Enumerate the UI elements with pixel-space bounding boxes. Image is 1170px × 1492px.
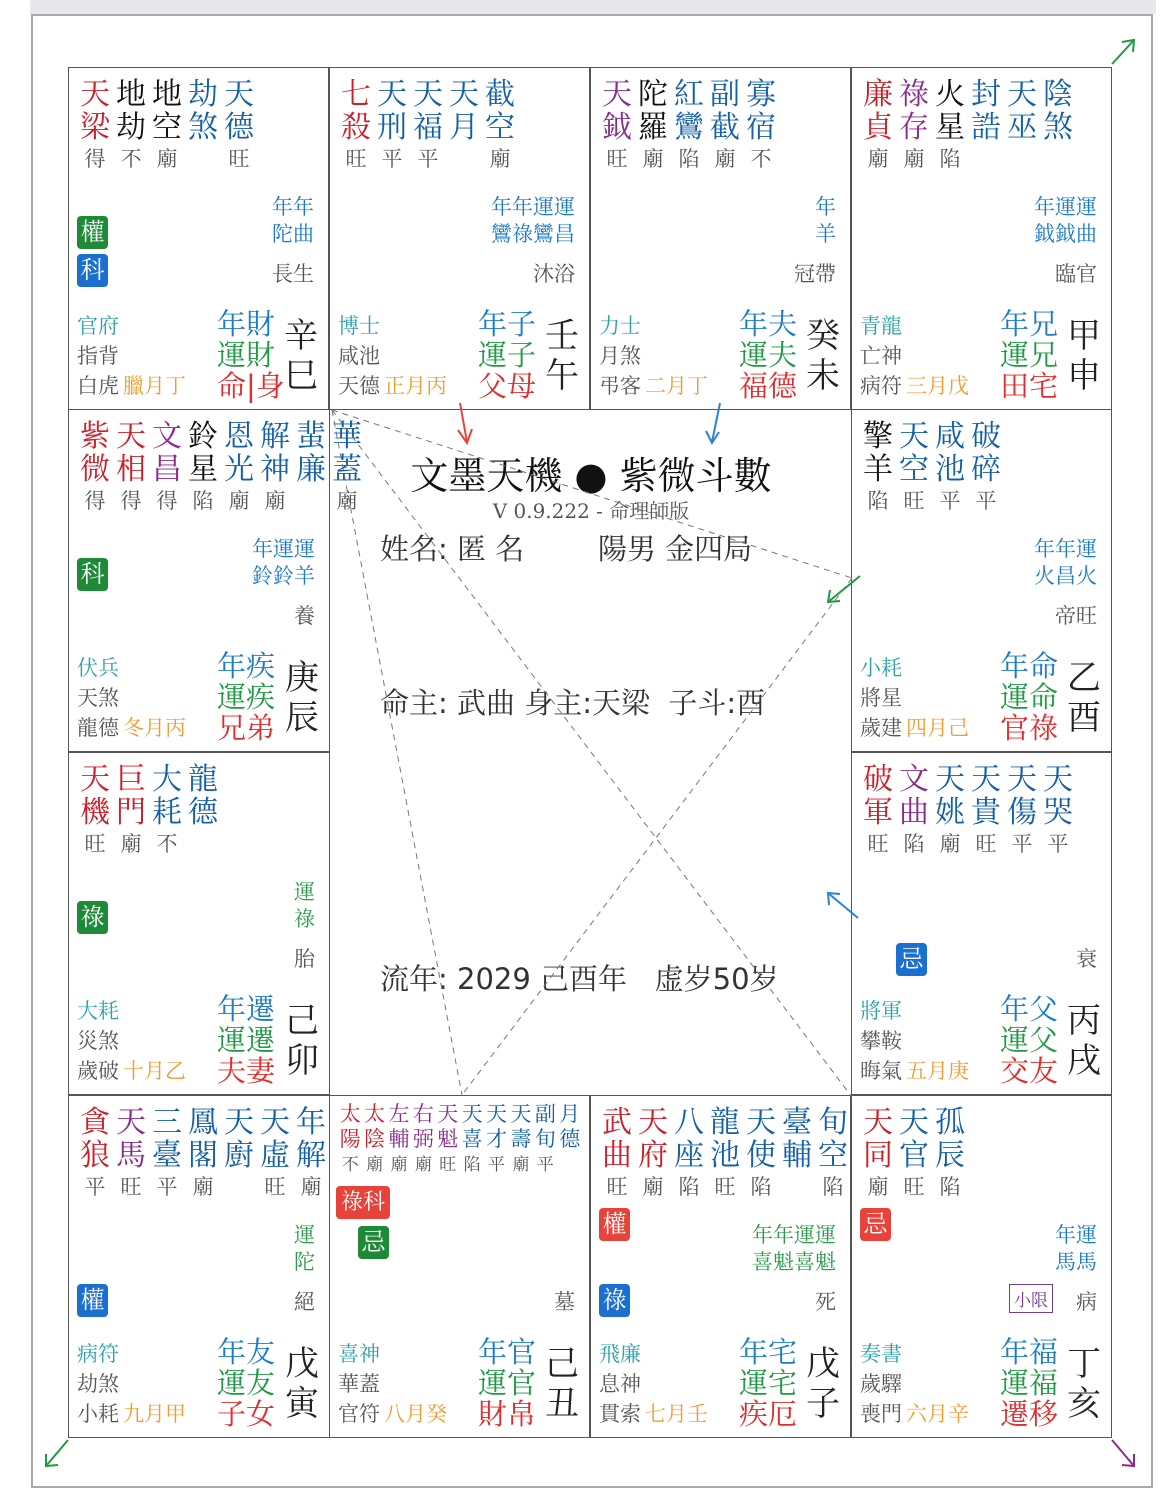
decade-palace: 運遷 bbox=[217, 1023, 276, 1057]
flow-month: 二月丁 bbox=[645, 374, 708, 398]
star-name: 龍 德 bbox=[188, 762, 218, 830]
sihua-badge: 忌 bbox=[860, 1208, 891, 1241]
star-name: 劫 煞 bbox=[188, 77, 218, 145]
star-brightness: 旺 bbox=[714, 1175, 736, 1199]
star-name: 武 曲 bbox=[602, 1105, 632, 1173]
life-stage: 衰 bbox=[1076, 947, 1097, 971]
boshi-god: 伏兵 bbox=[77, 656, 119, 680]
star-brightness: 廟 bbox=[120, 832, 142, 856]
star-name: 天 巫 bbox=[1007, 77, 1037, 145]
star-brightness: 平 bbox=[381, 147, 403, 171]
star-brightness: 旺 bbox=[439, 1155, 457, 1175]
life-stage: 沐浴 bbox=[533, 262, 575, 286]
star-brightness: 平 bbox=[1011, 832, 1033, 856]
jiangqian-god: 息神 bbox=[599, 1372, 641, 1396]
jiangqian-god: 指背 bbox=[77, 344, 119, 368]
star-brightness: 旺 bbox=[345, 147, 367, 171]
decade-palace: 運宅 bbox=[739, 1366, 798, 1400]
natal-palace: 子女 bbox=[217, 1397, 276, 1431]
star-name: 文 昌 bbox=[152, 419, 182, 487]
star-name: 副 旬 bbox=[534, 1102, 556, 1151]
star-name: 祿 存 bbox=[899, 77, 929, 145]
sihua-badge: 祿 bbox=[77, 901, 108, 934]
star-brightness: 旺 bbox=[606, 147, 628, 171]
star-name: 旬 空 bbox=[818, 1105, 848, 1173]
natal-palace: 交友 bbox=[1000, 1054, 1059, 1088]
corner-arrow-icon bbox=[46, 1440, 68, 1466]
star-brightness: 廟 bbox=[714, 147, 736, 171]
sanfang-line bbox=[332, 410, 852, 1097]
version-label: V 0.9.222 - 命理師版 bbox=[492, 499, 690, 523]
flow-month: 六月辛 bbox=[906, 1402, 969, 1426]
star-brightness: 廟 bbox=[264, 489, 286, 513]
yearly-palace: 年友 bbox=[217, 1335, 276, 1369]
star-brightness: 陷 bbox=[939, 1175, 961, 1199]
star-name: 月 德 bbox=[559, 1102, 581, 1151]
star-brightness: 廟 bbox=[512, 1155, 530, 1175]
suiqian-label: 歲破 bbox=[77, 1059, 119, 1083]
palace-ganzhi: 丁 亥 bbox=[1067, 1344, 1101, 1424]
life-stage: 帝旺 bbox=[1055, 604, 1097, 628]
star-name: 天 相 bbox=[116, 419, 146, 487]
flow-month: 四月己 bbox=[906, 716, 969, 740]
star-name: 天 福 bbox=[413, 77, 443, 145]
star-name: 天 虛 bbox=[260, 1105, 290, 1173]
star-brightness: 陷 bbox=[822, 1175, 844, 1199]
flow-month: 九月甲 bbox=[123, 1402, 186, 1426]
star-name: 天 哭 bbox=[1043, 762, 1073, 830]
star-name: 天 喜 bbox=[461, 1102, 483, 1151]
natal-palace: 疾厄 bbox=[739, 1397, 798, 1431]
star-brightness: 平 bbox=[488, 1155, 506, 1175]
suiqian-label: 病符 bbox=[860, 374, 902, 398]
life-stage: 胎 bbox=[294, 947, 315, 971]
star-name: 華 蓋 bbox=[332, 419, 362, 487]
yearly-stars: 年年運運 鸞祿鸞昌 bbox=[491, 195, 575, 246]
star-brightness: 旺 bbox=[264, 1175, 286, 1199]
star-brightness: 旺 bbox=[228, 147, 250, 171]
star-brightness: 平 bbox=[84, 1175, 106, 1199]
boshi-god: 病符 bbox=[77, 1342, 119, 1366]
boshi-god: 小耗 bbox=[860, 656, 902, 680]
star-name: 擎 羊 bbox=[863, 419, 893, 487]
red-arrow-icon bbox=[458, 403, 472, 443]
sihua-badge: 權 bbox=[77, 1284, 108, 1317]
natal-palace: 官祿 bbox=[1000, 711, 1059, 745]
star-brightness: 不 bbox=[156, 832, 178, 856]
star-brightness: 陷 bbox=[463, 1155, 481, 1175]
jiangqian-god: 劫煞 bbox=[77, 1372, 119, 1396]
life-stage: 死 bbox=[815, 1290, 836, 1314]
star-name: 八 座 bbox=[674, 1105, 704, 1173]
star-brightness: 平 bbox=[1047, 832, 1069, 856]
suiqian-label: 歲建 bbox=[860, 716, 902, 740]
star-name: 鈴 星 bbox=[188, 419, 218, 487]
star-name: 天 才 bbox=[486, 1102, 508, 1151]
star-brightness: 廟 bbox=[192, 1175, 214, 1199]
flow-month: 三月戊 bbox=[906, 374, 969, 398]
sihua-badge: 祿科 bbox=[336, 1186, 390, 1219]
life-stage: 養 bbox=[294, 604, 315, 628]
star-name: 破 軍 bbox=[863, 762, 893, 830]
star-name: 蜚 廉 bbox=[296, 419, 326, 487]
star-name: 龍 池 bbox=[710, 1105, 740, 1173]
star-brightness: 平 bbox=[536, 1155, 554, 1175]
star-name: 天 月 bbox=[449, 77, 479, 145]
sihua-badge: 忌 bbox=[896, 943, 927, 976]
blue-arrow-icon bbox=[828, 893, 858, 918]
star-brightness: 旺 bbox=[903, 489, 925, 513]
boshi-god: 將軍 bbox=[860, 999, 902, 1023]
natal-palace: 財帛 bbox=[478, 1397, 537, 1431]
star-brightness: 旺 bbox=[903, 1175, 925, 1199]
star-name: 紫 微 bbox=[80, 419, 110, 487]
star-brightness: 平 bbox=[417, 147, 439, 171]
yearly-stars: 年 羊 bbox=[815, 195, 836, 246]
star-name: 太 陰 bbox=[364, 1102, 386, 1151]
star-name: 貪 狼 bbox=[80, 1105, 110, 1173]
decade-palace: 運命 bbox=[1000, 680, 1059, 714]
flow-year-line: 流年: 2029 己酉年 虚岁50岁 bbox=[380, 962, 779, 996]
flow-month: 七月壬 bbox=[645, 1402, 708, 1426]
star-name: 天 使 bbox=[746, 1105, 776, 1173]
star-name: 天 空 bbox=[899, 419, 929, 487]
star-name: 孤 辰 bbox=[935, 1105, 965, 1173]
palace-ganzhi: 癸 未 bbox=[806, 316, 840, 396]
flow-month: 冬月丙 bbox=[123, 716, 186, 740]
jiangqian-god: 將星 bbox=[860, 686, 902, 710]
sihua-badge: 祿 bbox=[599, 1284, 630, 1317]
star-brightness: 廟 bbox=[156, 147, 178, 171]
star-name: 臺 輔 bbox=[782, 1105, 812, 1173]
yearly-stars: 年運運 鈴鈴羊 bbox=[252, 537, 315, 588]
sihua-badge: 權 bbox=[77, 216, 108, 249]
star-brightness: 廟 bbox=[642, 1175, 664, 1199]
yearly-stars: 年年運運 喜魁喜魁 bbox=[752, 1223, 836, 1274]
master-line: 命主: 武曲 身主:天梁 子斗:酉 bbox=[380, 686, 766, 720]
sanfang-line bbox=[462, 578, 852, 1095]
star-name: 紅 鸞 bbox=[674, 77, 704, 145]
suiqian-label: 貫索 bbox=[599, 1402, 641, 1426]
palace-ganzhi: 乙 酉 bbox=[1067, 658, 1101, 738]
star-name: 天 機 bbox=[80, 762, 110, 830]
palace-ganzhi: 甲 申 bbox=[1067, 316, 1101, 396]
star-brightness: 廟 bbox=[390, 1155, 408, 1175]
star-brightness: 廟 bbox=[366, 1155, 384, 1175]
flow-month: 五月庚 bbox=[906, 1059, 969, 1083]
star-brightness: 廟 bbox=[336, 489, 358, 513]
chart-title: 文墨天機 ● 紫微斗數 bbox=[410, 454, 772, 498]
star-brightness: 旺 bbox=[867, 832, 889, 856]
jiangqian-god: 災煞 bbox=[77, 1029, 119, 1053]
star-brightness: 不 bbox=[120, 147, 142, 171]
yearly-palace: 年遷 bbox=[217, 992, 276, 1026]
star-name: 天 姚 bbox=[935, 762, 965, 830]
natal-palace: 兄弟 bbox=[217, 711, 276, 745]
star-brightness: 平 bbox=[156, 1175, 178, 1199]
yearly-stars: 運 陀 bbox=[294, 1223, 315, 1274]
small-limit-tag: 小限 bbox=[1009, 1284, 1053, 1313]
sihua-badge: 科 bbox=[77, 254, 108, 287]
star-brightness: 廟 bbox=[300, 1175, 322, 1199]
star-brightness: 陷 bbox=[903, 832, 925, 856]
suiqian-label: 小耗 bbox=[77, 1402, 119, 1426]
flow-month: 八月癸 bbox=[384, 1402, 447, 1426]
corner-arrow-icon bbox=[1112, 40, 1134, 64]
star-brightness: 得 bbox=[156, 489, 178, 513]
decade-palace: 運父 bbox=[1000, 1023, 1059, 1057]
palace-ganzhi: 丙 戌 bbox=[1067, 1001, 1101, 1081]
boshi-god: 喜神 bbox=[338, 1342, 380, 1366]
star-brightness: 廟 bbox=[642, 147, 664, 171]
boshi-god: 力士 bbox=[599, 314, 641, 338]
suiqian-label: 晦氣 bbox=[860, 1059, 902, 1083]
star-name: 廉 貞 bbox=[863, 77, 893, 145]
decade-palace: 運友 bbox=[217, 1366, 276, 1400]
star-name: 太 陽 bbox=[339, 1102, 361, 1151]
palace-ganzhi: 壬 午 bbox=[545, 316, 579, 396]
star-brightness: 不 bbox=[341, 1155, 359, 1175]
yearly-palace: 年福 bbox=[1000, 1335, 1059, 1369]
natal-palace: 夫妻 bbox=[217, 1054, 276, 1088]
natal-palace: 遷移 bbox=[1000, 1397, 1059, 1431]
palace-ganzhi: 己 卯 bbox=[285, 1001, 319, 1081]
star-name: 寡 宿 bbox=[746, 77, 776, 145]
yearly-palace: 年宅 bbox=[739, 1335, 798, 1369]
star-name: 三 臺 bbox=[152, 1105, 182, 1173]
boshi-god: 奏書 bbox=[860, 1342, 902, 1366]
palace-ganzhi: 庚 辰 bbox=[285, 658, 319, 738]
yearly-stars: 年運 馬馬 bbox=[1055, 1223, 1097, 1274]
star-brightness: 廟 bbox=[414, 1155, 432, 1175]
star-brightness: 得 bbox=[84, 147, 106, 171]
yearly-palace: 年命 bbox=[1000, 649, 1059, 683]
star-brightness: 陷 bbox=[750, 1175, 772, 1199]
suiqian-label: 官符 bbox=[338, 1402, 380, 1426]
star-name: 陰 煞 bbox=[1043, 77, 1073, 145]
star-name: 天 馬 bbox=[116, 1105, 146, 1173]
suiqian-label: 弔客 bbox=[599, 374, 641, 398]
star-name: 地 劫 bbox=[116, 77, 146, 145]
sihua-badge: 科 bbox=[77, 558, 108, 591]
boshi-god: 大耗 bbox=[77, 999, 119, 1023]
star-brightness: 旺 bbox=[120, 1175, 142, 1199]
star-brightness: 旺 bbox=[975, 832, 997, 856]
yearly-stars: 年年 陀曲 bbox=[272, 195, 314, 246]
jiangqian-god: 亡神 bbox=[860, 344, 902, 368]
sihua-badge: 權 bbox=[599, 1208, 630, 1241]
life-stage: 長生 bbox=[272, 262, 314, 286]
boshi-god: 官府 bbox=[77, 314, 119, 338]
star-name: 天 府 bbox=[638, 1105, 668, 1173]
star-name: 天 貴 bbox=[971, 762, 1001, 830]
star-brightness: 廟 bbox=[867, 1175, 889, 1199]
natal-palace: 命|身 bbox=[217, 369, 285, 403]
life-stage: 病 bbox=[1076, 1290, 1097, 1314]
star-name: 天 官 bbox=[899, 1105, 929, 1173]
star-name: 七 殺 bbox=[341, 77, 371, 145]
star-name: 文 曲 bbox=[899, 762, 929, 830]
star-name: 巨 門 bbox=[116, 762, 146, 830]
flow-month: 十月乙 bbox=[123, 1059, 186, 1083]
decade-palace: 運疾 bbox=[217, 680, 276, 714]
sanfang-line bbox=[332, 410, 462, 1095]
yearly-palace: 年兄 bbox=[1000, 307, 1059, 341]
yearly-palace: 年夫 bbox=[739, 307, 798, 341]
sanfang-line bbox=[332, 410, 852, 578]
sihua-badge: 忌 bbox=[358, 1226, 389, 1259]
star-brightness: 陷 bbox=[939, 147, 961, 171]
star-name: 鳳 閣 bbox=[188, 1105, 218, 1173]
star-name: 截 空 bbox=[485, 77, 515, 145]
star-brightness: 不 bbox=[750, 147, 772, 171]
star-name: 封 誥 bbox=[971, 77, 1001, 145]
star-name: 天 鉞 bbox=[602, 77, 632, 145]
corner-arrow-icon bbox=[1112, 1440, 1134, 1466]
palace-ganzhi: 戊 寅 bbox=[285, 1344, 319, 1424]
palace-ganzhi: 辛 巳 bbox=[284, 316, 318, 396]
star-brightness: 陷 bbox=[192, 489, 214, 513]
decade-palace: 運兄 bbox=[1000, 338, 1059, 372]
star-brightness: 得 bbox=[120, 489, 142, 513]
flow-month: 臘月丁 bbox=[123, 374, 186, 398]
flow-month: 正月丙 bbox=[384, 374, 447, 398]
decade-palace: 運福 bbox=[1000, 1366, 1059, 1400]
decade-palace: 運官 bbox=[478, 1366, 537, 1400]
star-name: 天 魁 bbox=[437, 1102, 459, 1151]
star-brightness: 平 bbox=[939, 489, 961, 513]
jiangqian-god: 攀鞍 bbox=[860, 1029, 902, 1053]
star-brightness: 陷 bbox=[678, 147, 700, 171]
star-name: 天 刑 bbox=[377, 77, 407, 145]
jiangqian-god: 歲驛 bbox=[860, 1372, 902, 1396]
natal-palace: 田宅 bbox=[1000, 369, 1059, 403]
yearly-stars: 年運運 鉞鉞曲 bbox=[1034, 195, 1097, 246]
decade-palace: 運子 bbox=[478, 338, 537, 372]
star-name: 右 弼 bbox=[412, 1102, 434, 1151]
decade-palace: 運夫 bbox=[739, 338, 798, 372]
star-brightness: 旺 bbox=[84, 832, 106, 856]
star-name: 天 傷 bbox=[1007, 762, 1037, 830]
star-name: 副 截 bbox=[710, 77, 740, 145]
palace-ganzhi: 戊 子 bbox=[806, 1344, 840, 1424]
star-name: 解 神 bbox=[260, 419, 290, 487]
suiqian-label: 天德 bbox=[338, 374, 380, 398]
jiangqian-god: 華蓋 bbox=[338, 1372, 380, 1396]
star-brightness: 旺 bbox=[606, 1175, 628, 1199]
natal-palace: 父母 bbox=[478, 369, 537, 403]
yearly-palace: 年官 bbox=[478, 1335, 537, 1369]
star-name: 破 碎 bbox=[971, 419, 1001, 487]
life-stage: 絕 bbox=[294, 1290, 315, 1314]
suiqian-label: 龍德 bbox=[77, 716, 119, 740]
star-brightness: 陷 bbox=[678, 1175, 700, 1199]
yearly-palace: 年父 bbox=[1000, 992, 1059, 1026]
star-name: 大 耗 bbox=[152, 762, 182, 830]
star-brightness: 廟 bbox=[867, 147, 889, 171]
boshi-god: 博士 bbox=[338, 314, 380, 338]
name-line: 姓名: 匿 名 陽男 金四局 bbox=[380, 532, 753, 566]
boshi-god: 飛廉 bbox=[599, 1342, 641, 1366]
star-name: 天 壽 bbox=[510, 1102, 532, 1151]
star-brightness: 廟 bbox=[489, 147, 511, 171]
star-name: 左 輔 bbox=[388, 1102, 410, 1151]
star-brightness: 廟 bbox=[903, 147, 925, 171]
star-brightness: 得 bbox=[84, 489, 106, 513]
yearly-palace: 年疾 bbox=[217, 649, 276, 683]
suiqian-label: 白虎 bbox=[77, 374, 119, 398]
decade-palace: 運財 bbox=[217, 338, 276, 372]
jiangqian-god: 月煞 bbox=[599, 344, 641, 368]
star-name: 天 廚 bbox=[224, 1105, 254, 1173]
life-stage: 墓 bbox=[554, 1290, 575, 1314]
star-name: 陀 羅 bbox=[638, 77, 668, 145]
suiqian-label: 喪門 bbox=[860, 1402, 902, 1426]
jiangqian-god: 咸池 bbox=[338, 344, 380, 368]
star-name: 天 梁 bbox=[80, 77, 110, 145]
palace-ganzhi: 己 丑 bbox=[545, 1344, 579, 1424]
star-name: 火 星 bbox=[935, 77, 965, 145]
life-stage: 冠帶 bbox=[794, 262, 836, 286]
star-name: 咸 池 bbox=[935, 419, 965, 487]
boshi-god: 青龍 bbox=[860, 314, 902, 338]
blue-arrow-icon bbox=[706, 403, 720, 443]
star-name: 天 德 bbox=[224, 77, 254, 145]
star-name: 恩 光 bbox=[224, 419, 254, 487]
natal-palace: 福德 bbox=[739, 369, 798, 403]
jiangqian-god: 天煞 bbox=[77, 686, 119, 710]
yearly-stars: 運 祿 bbox=[294, 880, 315, 931]
yearly-palace: 年子 bbox=[478, 307, 537, 341]
star-name: 年 解 bbox=[296, 1105, 326, 1173]
star-brightness: 廟 bbox=[228, 489, 250, 513]
star-brightness: 廟 bbox=[939, 832, 961, 856]
life-stage: 臨官 bbox=[1055, 262, 1097, 286]
star-brightness: 陷 bbox=[867, 489, 889, 513]
green-arrow-icon bbox=[828, 576, 860, 602]
star-name: 天 同 bbox=[863, 1105, 893, 1173]
star-brightness: 平 bbox=[975, 489, 997, 513]
yearly-palace: 年財 bbox=[217, 307, 276, 341]
yearly-stars: 年年運 火昌火 bbox=[1034, 537, 1097, 588]
star-name: 地 空 bbox=[152, 77, 182, 145]
